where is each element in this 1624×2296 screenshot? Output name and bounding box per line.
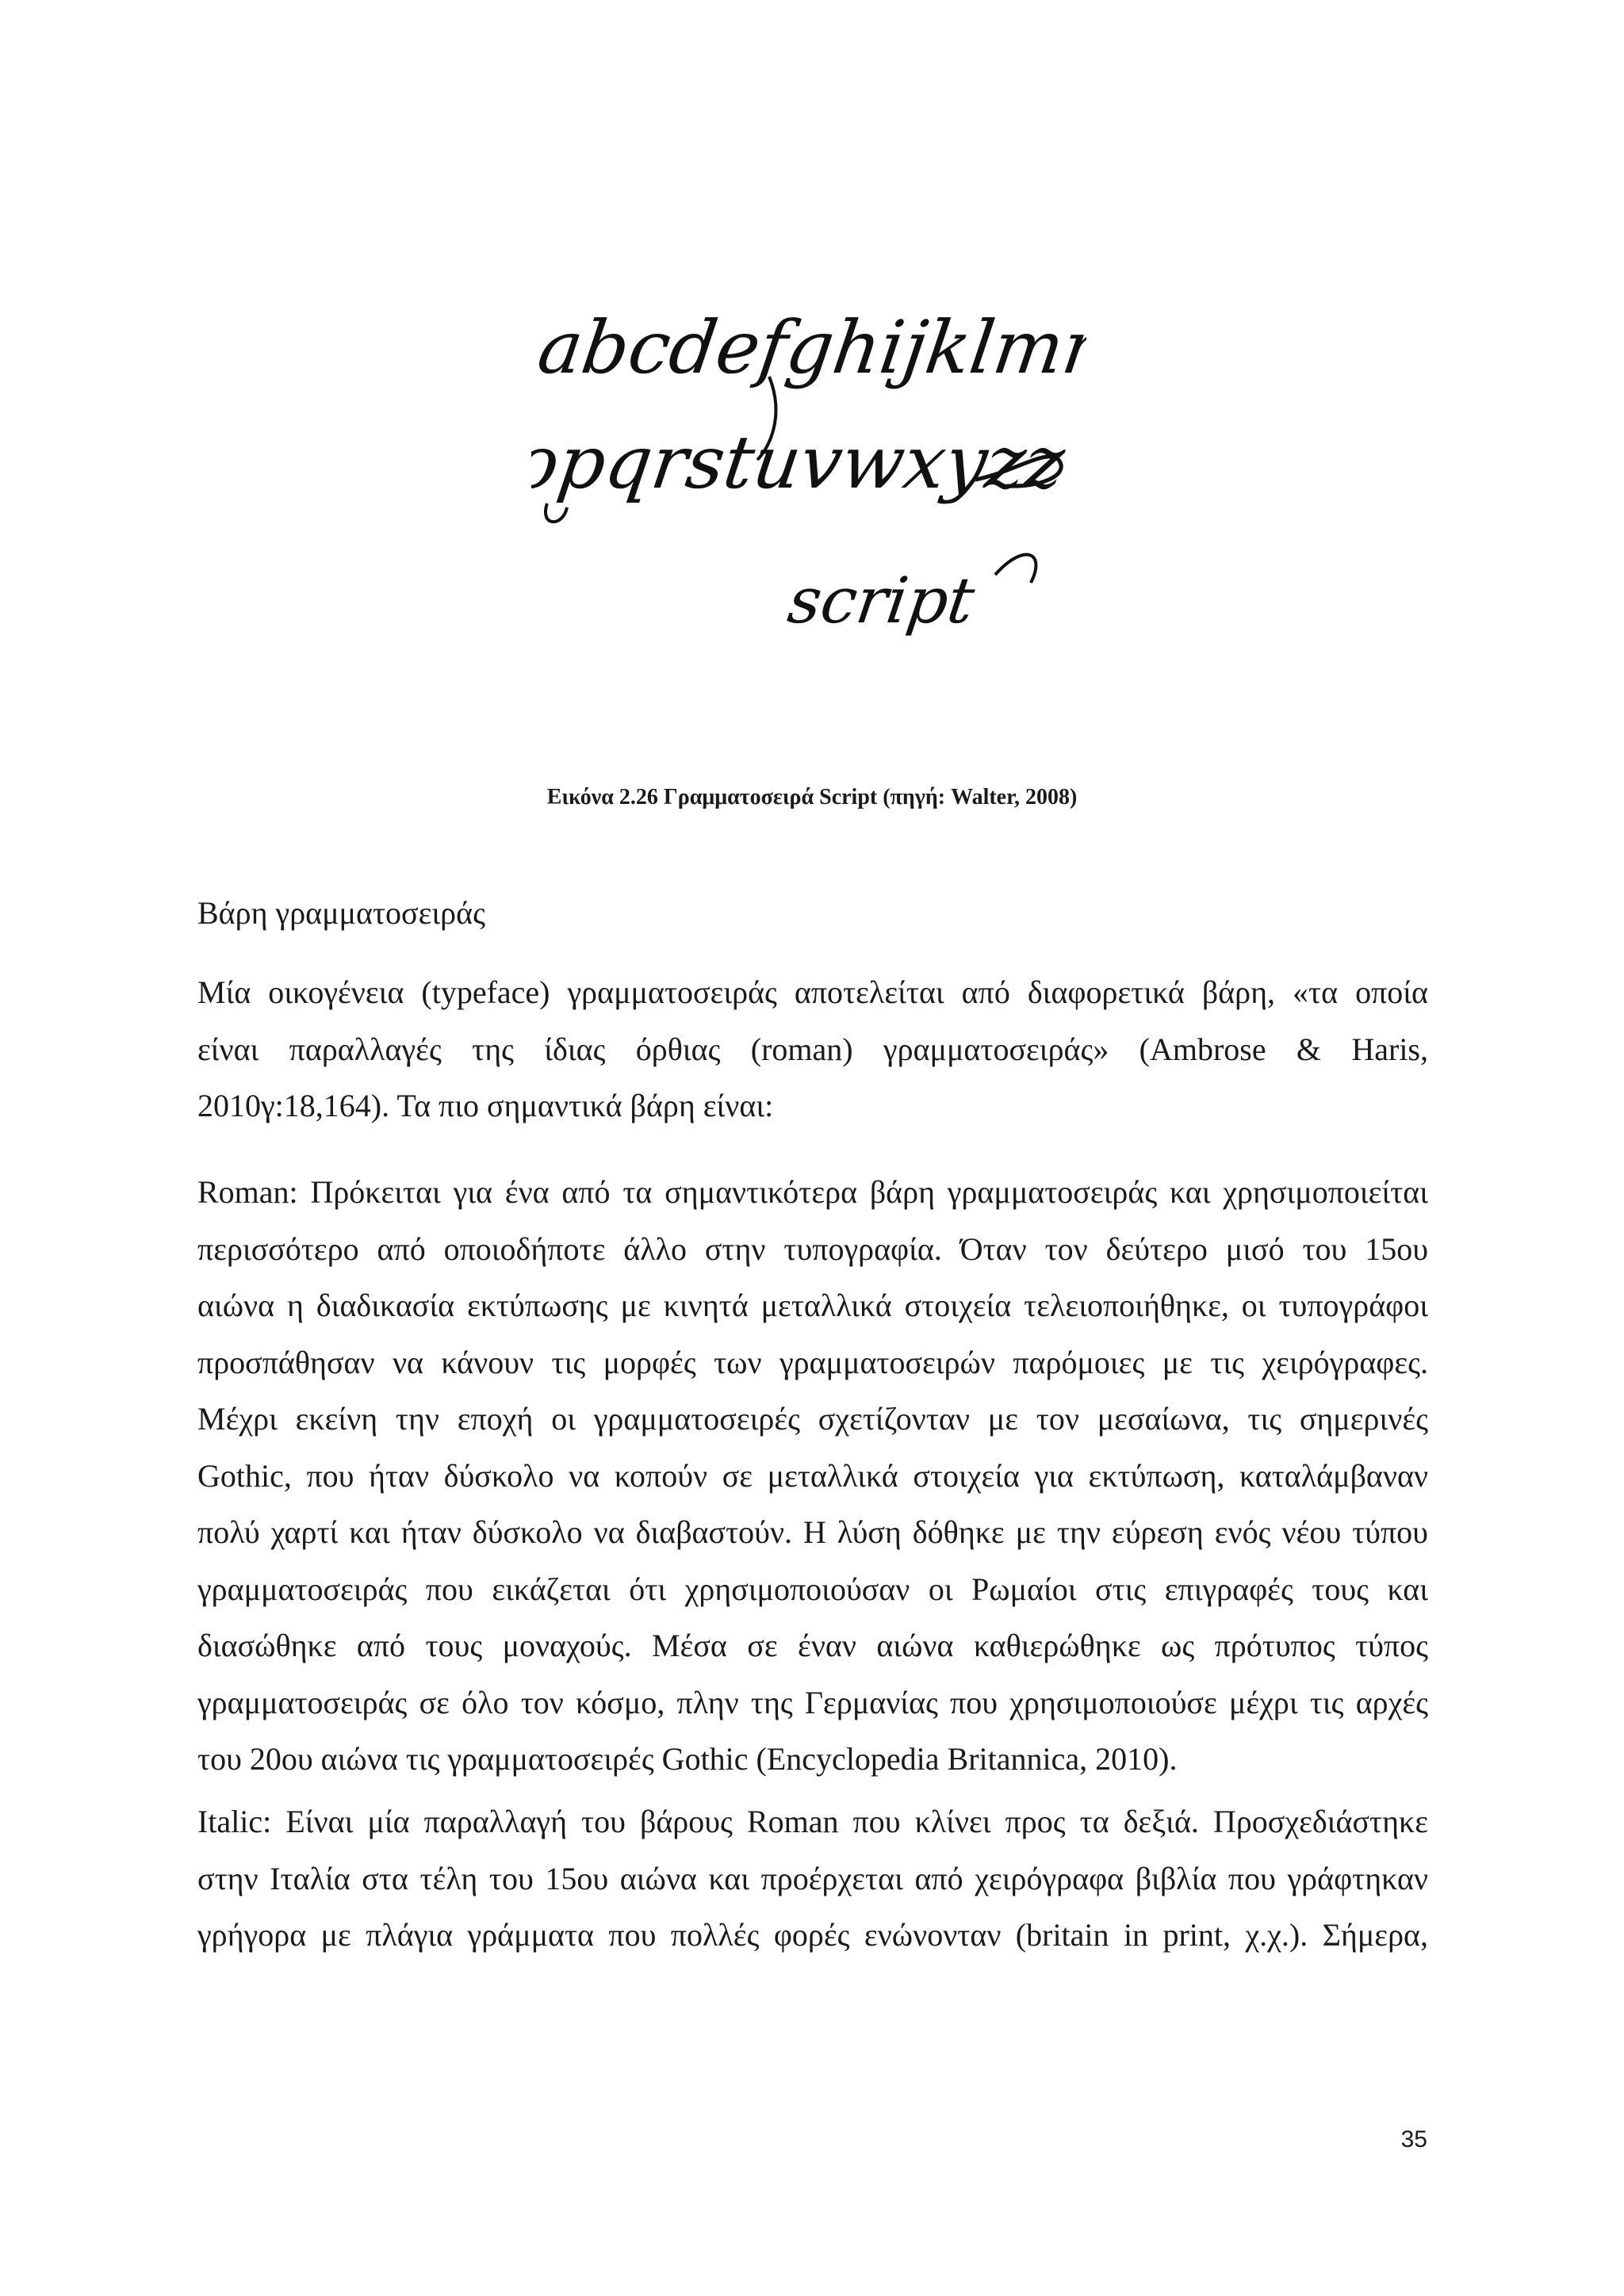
- paragraph-intro: [197, 964, 1428, 1135]
- paragraph-italic: [197, 1793, 1428, 1964]
- text-line: είναι παραλλαγές της ίδιας όρθιας (roman) γραμματοσειράς» (Ambrose & Haris,: [197, 1031, 1428, 1067]
- script-line-1: abcdefghijklmn: [533, 304, 1086, 390]
- paragraph-roman: [197, 1164, 1428, 1788]
- figure-caption: Εικόνα 2.26 Γραμματοσειρά Script (πηγή: Walter, 2008): [546, 785, 1078, 809]
- text-line: Roman: Πρόκειται για ένα από τα σημαντικότερα βάρη γραμματοσειράς και χρησιμοποιείται: [197, 1174, 1428, 1210]
- page-number: 35: [1400, 2126, 1427, 2152]
- text-line: Μία οικογένεια (typeface) γραμματοσειράς αποτελείται από διαφορετικά βάρη, «τα οποία: [197, 974, 1428, 1010]
- script-line-3: script: [783, 563, 979, 637]
- text-line: περισσότερο από οποιοδήποτε άλλο στην τυπογραφία. Όταν τον δεύτερο μισό του 15ου: [197, 1230, 1428, 1267]
- text-line: πολύ χαρτί και ήταν δύσκολο να διαβαστούν. Η λύση δόθηκε με την εύρεση ενός νέου τύπου: [197, 1514, 1428, 1550]
- section-heading: Βάρη γραμματοσειράς: [197, 895, 485, 931]
- text-line: προσπάθησαν να κάνουν τις μορφές των γραμματοσειρών παρόμοιες με τις χειρόγραφες.: [197, 1344, 1428, 1380]
- text-line: Μέχρι εκείνη την εποχή οι γραμματοσειρές σχετίζονταν με τον μεσαίωνα, τις σημερινές: [197, 1401, 1428, 1437]
- script-flourish: [995, 555, 1036, 583]
- script-font-figure: [531, 289, 1086, 662]
- text-line: γραμματοσειράς που εικάζεται ότι χρησιμοποιούσαν οι Ρωμαίοι στις επιγραφές τους και: [197, 1571, 1428, 1607]
- text-line: στην Ιταλία στα τέλη του 15ου αιώνα και προέρχεται από χειρόγραφα βιβλία που γράφτηκαν: [197, 1860, 1428, 1896]
- text-line: Gothic, που ήταν δύσκολο να κοπούν σε μεταλλικά στοιχεία για εκτύπωση, καταλάμβαναν: [197, 1457, 1428, 1494]
- text-line: 2010γ:18,164). Τα πιο σημαντικά βάρη είναι:: [197, 1088, 774, 1123]
- text-line: αιώνα η διαδικασία εκτύπωσης με κινητά μεταλλικά στοιχεία τελειοποιήθηκε, οι τυπογράφοι: [197, 1288, 1428, 1323]
- script-font-illustration: [531, 289, 1086, 662]
- text-line: γρήγορα με πλάγια γράμματα που πολλές φορές ενώνονταν (britain in print, χ.χ.). Σήμερα,: [197, 1917, 1428, 1953]
- text-line: γραμματοσειράς σε όλο τον κόσμο, πλην της Γερμανίας που χρησιμοποιούσε μέχρι τις αρχές: [197, 1684, 1428, 1720]
- script-line-2: opqrstuvwxyzz: [531, 419, 1070, 505]
- swash-hook: [546, 503, 567, 522]
- text-line: του 20ου αιώνα τις γραμματοσειρές Gothic (Encyclopedia Britannica, 2010).: [197, 1741, 1178, 1777]
- text-line: διασώθηκε από τους μοναχούς. Μέσα σε έναν αιώνα καθιερώθηκε ως πρότυπος τύπος: [197, 1628, 1428, 1663]
- text-line: Italic: Είναι μία παραλλαγή του βάρους Roman που κλίνει προς τα δεξιά. Προσχεδιάστηκε: [197, 1804, 1428, 1839]
